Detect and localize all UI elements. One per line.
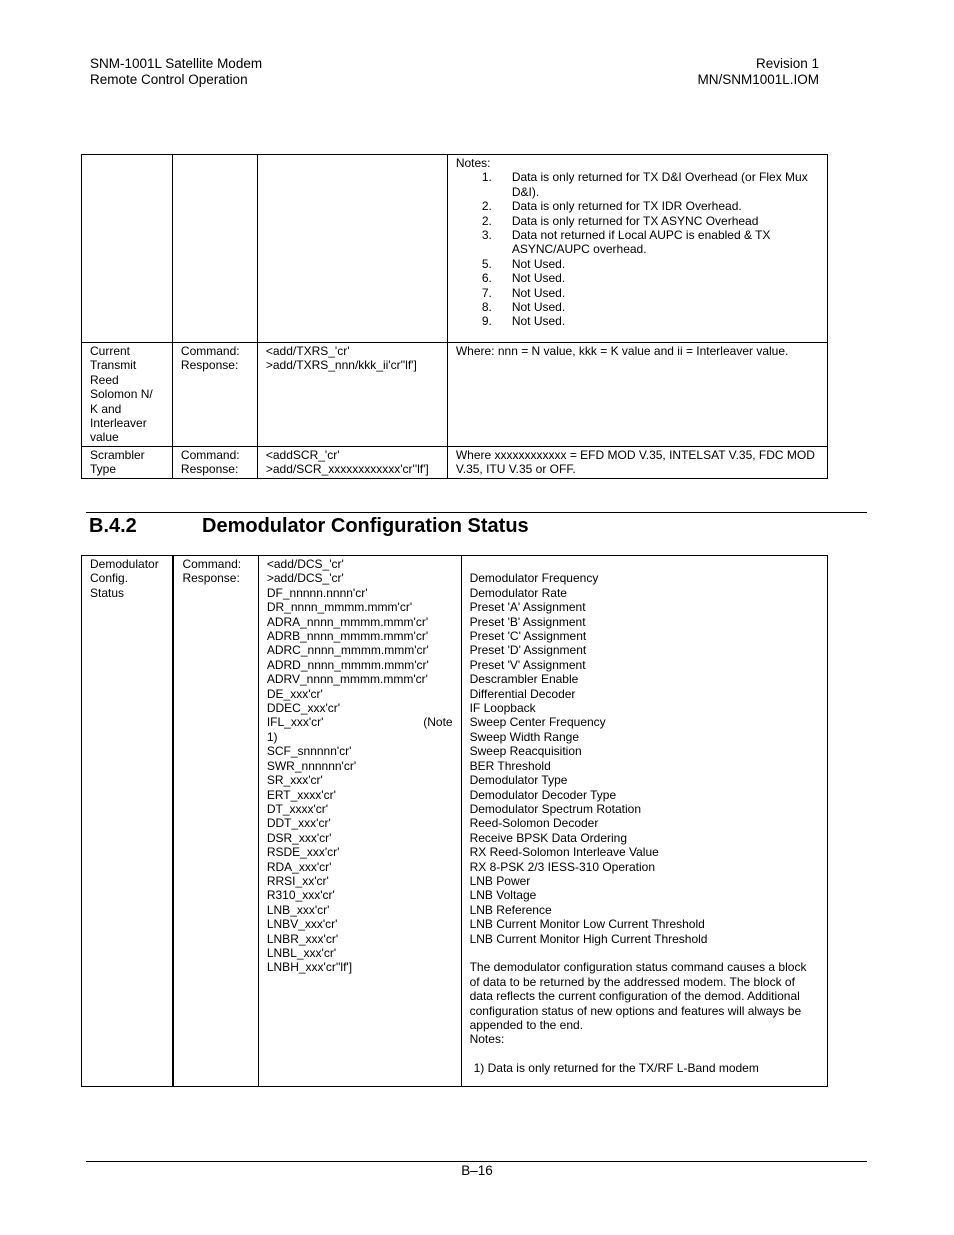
code-line: DR_nnnn_mmmm.mmm'cr': [266, 600, 413, 615]
desc-cell: Where: nnn = N value, kkk = K value and ii = Interleaver value.: [447, 343, 827, 447]
description-paragraph: The demodulator configuration status command causes a block of data to be returned by the addressed modem. The block of data reflects the current configuration of the demod. Additional configuration status of new options and features will always be appended to the end.: [469, 960, 807, 1032]
description-line: LNB Reference: [469, 902, 552, 917]
header-doc-section: Remote Control Operation: [90, 72, 248, 87]
description-line: Demodulator Decoder Type: [469, 787, 617, 802]
code-line: DF_nnnnn.nnnn'cr': [266, 585, 368, 600]
code-line: RDA_xxx'cr': [266, 859, 332, 874]
notes-title: Notes:: [469, 1032, 505, 1047]
description-line: LNB Current Monitor High Current Threshold: [469, 931, 708, 946]
demod-config-table: [81, 555, 828, 1087]
description-line: LNB Current Monitor Low Current Threshold: [469, 917, 705, 932]
description-line: Preset 'V' Assignment: [469, 657, 586, 672]
code-line: DDEC_xxx'cr': [266, 701, 341, 716]
description-line: Demodulator Spectrum Rotation: [469, 801, 642, 816]
code-line: RRSI_xx'cr': [266, 873, 329, 888]
list-item: 2. Data is only returned for TX ASYNC Overhead: [481, 213, 759, 228]
description-line: BER Threshold: [469, 758, 551, 773]
table-row: [82, 155, 828, 343]
code-line: IFL_xxx'cr' (Note: [266, 715, 453, 730]
footer-divider: [86, 1161, 867, 1162]
description-line: LNB Voltage: [469, 888, 537, 903]
table-row: [82, 447, 828, 479]
list-item: 8. Not Used.: [481, 300, 566, 315]
param-cell: Scrambler Type: [82, 447, 173, 479]
description-line: RX Reed-Solomon Interleave Value: [469, 845, 659, 860]
note-reference: (Note: [423, 715, 453, 730]
description-line: Preset 'D' Assignment: [469, 643, 587, 658]
table-row: [82, 556, 828, 1087]
header-doc-title: SNM-1001L Satellite Modem: [90, 56, 263, 71]
section-heading: [89, 514, 529, 538]
notes-title: Notes:: [455, 156, 491, 170]
code-line: LNBH_xxx'cr''lf']: [266, 960, 353, 975]
code-line: >add/DCS_'cr': [266, 571, 344, 586]
code-line: DDT_xxx'cr': [266, 816, 331, 831]
code-line: ADRD_nnnn_mmmm.mmm'cr': [266, 657, 429, 672]
list-item: 5. Not Used.: [481, 256, 566, 271]
page-number: B–16: [461, 1163, 493, 1178]
page-header-right: [697, 56, 819, 88]
table-row: [82, 343, 828, 447]
note-item: 1) Data is only returned for the TX/RF L-Band modem: [473, 1061, 759, 1076]
description-line: Demodulator Frequency: [469, 571, 599, 586]
code-line: RSDE_xxx'cr': [266, 845, 340, 860]
description-line: RX 8-PSK 2/3 IESS-310 Operation: [469, 859, 656, 874]
code-line: ADRB_nnnn_mmmm.mmm'cr': [266, 629, 429, 644]
code-line: DE_xxx'cr': [266, 686, 323, 701]
code-cell: <addSCR_'cr' >add/SCR_xxxxxxxxxxxx'cr''lf']: [257, 447, 447, 479]
param-cell: Current Transmit Reed Solomon N/ K and Interleaver value: [82, 343, 173, 447]
label-cell: Command: Response:: [172, 343, 257, 447]
code-cell: <add/TXRS_'cr' >add/TXRS_nnn/kkk_ii'cr''lf']: [257, 343, 447, 447]
description-line: IF Loopback: [469, 701, 536, 716]
code-line: SWR_nnnnnn'cr': [266, 758, 357, 773]
section-number: B.4.2: [89, 515, 137, 537]
command-table-continued: [81, 154, 828, 479]
description-line: Sweep Reacquisition: [469, 744, 582, 759]
description-line: Preset 'C' Assignment: [469, 629, 587, 644]
description-line: Demodulator Rate: [469, 585, 567, 600]
label-cell: Command: Response:: [173, 556, 258, 1087]
list-item: 9. Not Used.: [481, 314, 566, 329]
description-line: Descrambler Enable: [469, 672, 579, 687]
code-line: 1): [266, 729, 278, 744]
list-item: 6. Not Used.: [481, 271, 566, 286]
description-line: Reed-Solomon Decoder: [469, 816, 599, 831]
notes-cell: [447, 155, 827, 343]
label-cell: Command: Response:: [172, 447, 257, 479]
description-line: Sweep Width Range: [469, 729, 579, 744]
code-line: LNBR_xxx'cr': [266, 931, 339, 946]
description-line: Demodulator Type: [469, 773, 568, 788]
description-line: LNB Power: [469, 873, 531, 888]
code-line: R310_xxx'cr': [266, 888, 335, 903]
desc-cell: Where xxxxxxxxxxxx = EFD MOD V.35, INTELSAT V.35, FDC MOD V.35, ITU V.35 or OFF.: [447, 447, 827, 479]
description-line: Preset 'B' Assignment: [469, 614, 586, 629]
header-revision: Revision 1: [755, 56, 819, 71]
list-item: 2. Data is only returned for TX IDR Overhead.: [481, 199, 742, 214]
param-cell: [82, 155, 173, 343]
code-line: DT_xxxx'cr': [266, 801, 329, 816]
description-list: [470, 557, 819, 946]
code-line: ADRA_nnnn_mmmm.mmm'cr': [266, 614, 429, 629]
description-line: Sweep Center Frequency: [469, 715, 606, 730]
notes-list: [456, 170, 819, 328]
code-line: ERT_xxxx'cr': [266, 787, 336, 802]
list-item: 7. Not Used.: [481, 285, 566, 300]
code-cell: [258, 556, 461, 1087]
code-line: ADRV_nnnn_mmmm.mmm'cr': [266, 672, 428, 687]
code-line: LNBV_xxx'cr': [266, 917, 338, 932]
description-line: Differential Decoder: [469, 686, 576, 701]
list-item: 1. Data is only returned for TX D&I Overhead (or Flex Mux D&I).: [481, 170, 808, 199]
code-line: LNBL_xxx'cr': [266, 945, 337, 960]
description-line: [470, 557, 819, 571]
label-cell: [172, 155, 257, 343]
code-line: SR_xxx'cr': [266, 773, 323, 788]
section-title: Demodulator Configuration Status: [202, 515, 529, 537]
code-line: LNB_xxx'cr': [266, 902, 330, 917]
code-line: ADRC_nnnn_mmmm.mmm'cr': [266, 643, 429, 658]
section-divider: [86, 512, 867, 513]
code-line: DSR_xxx'cr': [266, 830, 332, 845]
code-line: SCF_snnnnn'cr': [266, 744, 352, 759]
param-cell: Demodulator Config. Status: [82, 556, 174, 1087]
list-item: 3. Data not returned if Local AUPC is enabled & TX ASYNC/AUPC overhead.: [481, 228, 771, 257]
desc-cell: [461, 556, 827, 1087]
page-header-left: [90, 56, 262, 88]
header-doc-number: MN/SNM1001L.IOM: [697, 72, 819, 87]
code-cell: [257, 155, 447, 343]
code-line: <add/DCS_'cr': [266, 557, 344, 571]
description-line: Receive BPSK Data Ordering: [469, 830, 627, 845]
description-line: Preset 'A' Assignment: [469, 600, 586, 615]
